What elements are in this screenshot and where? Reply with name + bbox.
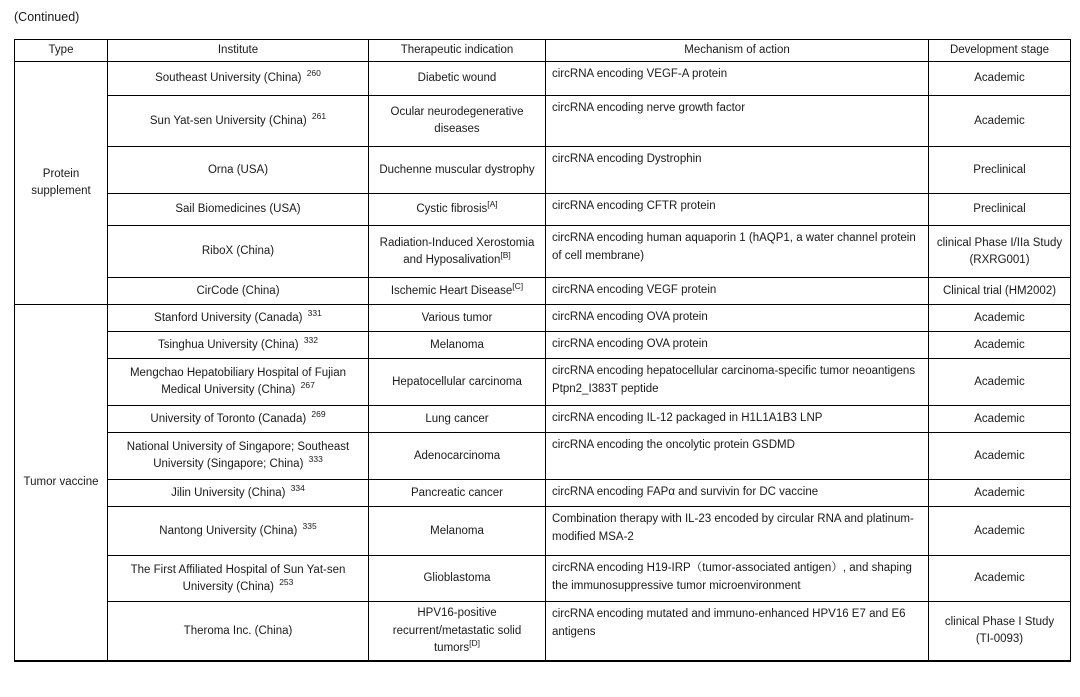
cell-stage: Academic	[929, 96, 1071, 147]
cell-institute: Orna (USA)	[108, 147, 369, 194]
indication-footnote: [C]	[512, 280, 524, 291]
indication-text: HPV16-positive recurrent/metastatic solid tumors	[392, 607, 522, 654]
table-row	[15, 332, 1071, 359]
cell-mechanism: circRNA encoding nerve growth factor	[546, 96, 929, 147]
table-row	[15, 147, 1071, 194]
cell-mechanism: circRNA encoding mutated and immuno-enhanced HPV16 E7 and E6 antigens	[546, 602, 929, 661]
cell-indication: Hepatocellular carcinoma	[369, 359, 546, 406]
cell-mechanism: circRNA encoding Dystrophin	[546, 147, 929, 194]
cell-institute	[108, 332, 369, 359]
cell-institute	[108, 62, 369, 96]
institute-ref: 267	[300, 380, 315, 391]
cell-institute	[108, 556, 369, 602]
table-row	[15, 278, 1071, 305]
cell-stage: Clinical trial (HM2002)	[929, 278, 1071, 305]
table-row	[15, 480, 1071, 507]
institute-text: Tsinghua University (China)	[157, 338, 299, 351]
indication-footnote: [B]	[500, 249, 511, 260]
institute-text: The First Affiliated Hospital of Sun Yat-sen University (China)	[130, 563, 346, 593]
cell-indication	[369, 278, 546, 305]
indication-text: Ischemic Heart Disease	[390, 284, 513, 297]
cell-mechanism: circRNA encoding H19-IRP（tumor-associated antigen）, and shaping the immunosuppressive tumor microenvironment	[546, 556, 929, 602]
cell-indication: Adenocarcinoma	[369, 433, 546, 480]
cell-mechanism: circRNA encoding VEGF-A protein	[546, 62, 929, 96]
cell-institute: Theroma Inc. (China)	[108, 602, 369, 661]
cell-indication: Lung cancer	[369, 406, 546, 433]
table-row	[15, 406, 1071, 433]
table-row	[15, 305, 1071, 332]
column-header-indication: Therapeutic indication	[369, 40, 546, 62]
institute-ref: 334	[290, 482, 305, 493]
cell-stage: Academic	[929, 62, 1071, 96]
cell-stage: Academic	[929, 480, 1071, 507]
indication-text: Radiation-Induced Xerostomia and Hyposalivation	[379, 236, 535, 266]
cell-mechanism: circRNA encoding OVA protein	[546, 305, 929, 332]
institute-text: Sun Yat-sen University (China)	[149, 114, 307, 127]
cell-mechanism: circRNA encoding OVA protein	[546, 332, 929, 359]
table-row	[15, 556, 1071, 602]
table-row	[15, 602, 1071, 661]
cell-indication: Melanoma	[369, 332, 546, 359]
institute-ref: 260	[306, 68, 321, 79]
cell-stage: Academic	[929, 556, 1071, 602]
cell-institute	[108, 305, 369, 332]
cell-institute	[108, 96, 369, 147]
cell-indication: Various tumor	[369, 305, 546, 332]
table-row	[15, 96, 1071, 147]
cell-institute	[108, 480, 369, 507]
cell-stage: Preclinical	[929, 147, 1071, 194]
cell-mechanism: circRNA encoding human aquaporin 1 (hAQP1, a water channel protein of cell membrane)	[546, 226, 929, 278]
cell-mechanism: circRNA encoding VEGF protein	[546, 278, 929, 305]
cell-indication: Glioblastoma	[369, 556, 546, 602]
cell-indication: Melanoma	[369, 507, 546, 556]
cell-stage: clinical Phase I Study (TI-0093)	[929, 602, 1071, 661]
cell-institute	[108, 507, 369, 556]
institute-text: Nantong University (China)	[159, 524, 298, 537]
institute-ref: 331	[307, 307, 322, 318]
cell-stage: Academic	[929, 305, 1071, 332]
cell-indication	[369, 602, 546, 661]
cell-stage: Academic	[929, 433, 1071, 480]
cell-indication: Ocular neurodegenerative diseases	[369, 96, 546, 147]
column-header-type: Type	[15, 40, 108, 62]
cell-stage: Preclinical	[929, 194, 1071, 226]
institute-ref: 335	[302, 520, 317, 531]
institute-ref: 333	[308, 454, 323, 465]
cell-indication: Pancreatic cancer	[369, 480, 546, 507]
cell-mechanism: circRNA encoding CFTR protein	[546, 194, 929, 226]
cell-stage: Academic	[929, 332, 1071, 359]
institute-ref: 253	[279, 576, 294, 587]
table-row	[15, 62, 1071, 96]
cell-stage: Academic	[929, 359, 1071, 406]
cell-type-group: Protein supplement	[15, 62, 108, 305]
cell-indication: Duchenne muscular dystrophy	[369, 147, 546, 194]
cell-stage: Academic	[929, 406, 1071, 433]
institute-ref: 261	[311, 110, 327, 121]
institute-text: University of Toronto (Canada)	[150, 412, 307, 425]
table-row	[15, 359, 1071, 406]
cell-stage: Academic	[929, 507, 1071, 556]
header-row	[15, 40, 1071, 62]
continued-label: (Continued)	[14, 10, 80, 24]
indication-text: Cystic fibrosis	[416, 203, 488, 216]
column-header-stage: Development stage	[929, 40, 1071, 62]
cell-indication: Diabetic wound	[369, 62, 546, 96]
institute-ref: 332	[303, 334, 318, 345]
cell-mechanism: circRNA encoding hepatocellular carcinoma-specific tumor neoantigens Ptpn2_I383T peptide	[546, 359, 929, 406]
indication-footnote: [A]	[487, 199, 498, 210]
table-row	[15, 507, 1071, 556]
cell-mechanism: Combination therapy with IL-23 encoded by circular RNA and platinum-modified MSA-2	[546, 507, 929, 556]
cell-mechanism: circRNA encoding the oncolytic protein GSDMD	[546, 433, 929, 480]
therapeutics-table	[14, 39, 1071, 662]
institute-text: Southeast University (China)	[155, 72, 302, 85]
cell-mechanism: circRNA encoding FAPα and survivin for DC vaccine	[546, 480, 929, 507]
cell-indication	[369, 194, 546, 226]
institute-text: Mengchao Hepatobiliary Hospital of Fujian Medical University (China)	[129, 367, 347, 397]
indication-footnote: [D]	[469, 637, 481, 648]
institute-text: National University of Singapore; Southeast University (Singapore; China)	[126, 441, 350, 471]
column-header-institute: Institute	[108, 40, 369, 62]
cell-institute	[108, 359, 369, 406]
cell-institute	[108, 433, 369, 480]
column-header-mechanism: Mechanism of action	[546, 40, 929, 62]
institute-text: Jilin University (China)	[171, 486, 286, 499]
institute-ref: 269	[311, 408, 326, 419]
institute-text: Stanford University (Canada)	[154, 311, 303, 324]
table-row	[15, 433, 1071, 480]
table-row	[15, 194, 1071, 226]
cell-indication	[369, 226, 546, 278]
cell-mechanism: circRNA encoding IL-12 packaged in H1L1A1B3 LNP	[546, 406, 929, 433]
cell-institute: CirCode (China)	[108, 278, 369, 305]
cell-stage: clinical Phase I/IIa Study (RXRG001)	[929, 226, 1071, 278]
cell-institute	[108, 406, 369, 433]
table-row	[15, 226, 1071, 278]
cell-institute: RiboX (China)	[108, 226, 369, 278]
cell-institute: Sail Biomedicines (USA)	[108, 194, 369, 226]
cell-type-group: Tumor vaccine	[15, 305, 108, 661]
